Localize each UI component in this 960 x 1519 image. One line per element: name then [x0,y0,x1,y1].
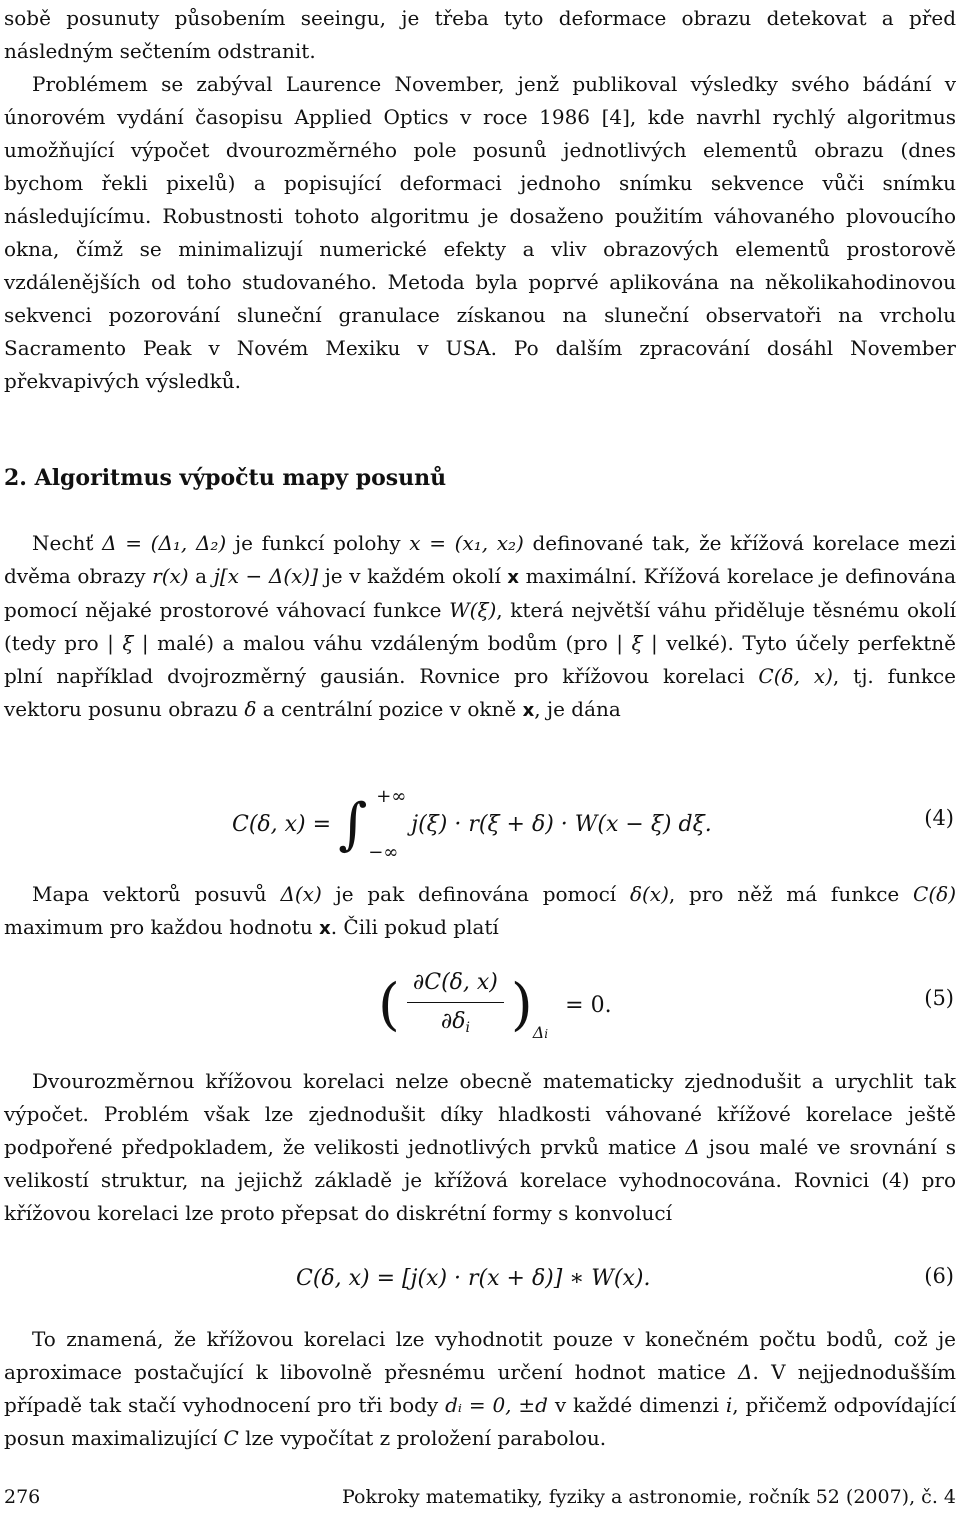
equation-6 [0,1258,960,1302]
text-run: definované tak, že křížová korelace mezi dvěma obrazy [4,531,957,588]
equation-5-body [378,966,612,1051]
equation-5-den-symbol: ∂δ [440,1009,466,1034]
page-footer [4,1486,956,1512]
math-r-x: r(x) [152,564,189,588]
text-run: maximum pro každou hodnotu [4,915,320,939]
paragraph-november-text: Problémem se zabýval Laurence November, jenž publikoval výsledky svého bádání v únorovém vydání časopisu Applied Optics v roce 1986 [4], kde navrhl rychlý algoritmus umožňující výpočet dvourozměrného pole posunů jednotlivých elementů obrazu (dnes bychom řekli pixelů) a popisující deformaci jednoho snímku sekvence vůči snímku následujícímu. Robustnosti tohoto algoritmu je dosaženo použitím váhovaného plovoucího okna, čímž se minimalizují numerické efekty a vliv obrazových elementů prostorově vzdálenějších od toho studovaného. Metoda byla poprvé aplikována na několikahodinovou sekvenci pozorování sluneční granulace získanou na sluneční observatoři na vrcholu Sacramento Peak v Novém Mexiku v USA. Po dalším zpracování dosáhl November překvapivých výsledků. [4,72,956,393]
math-j-shift: j[x − Δ(x)] [213,564,319,588]
paragraph-map [4,878,956,945]
paragraph-intro [4,2,956,68]
math-abs-xi: | ξ | [616,631,658,655]
math-i: i [725,1393,733,1417]
paragraph-november [4,68,956,398]
equation-4-integrand: j(ξ) · r(ξ + δ) · W(x − ξ) dξ. [411,812,712,837]
math-delta-x: δ(x) [629,882,669,906]
equation-4-lhs: C(δ, x) = [232,812,332,837]
text-run: . Čili pokud platí [330,915,499,939]
equation-6-text: C(δ, x) = [j(x) · r(x + δ)] ∗ W(x). [296,1266,651,1291]
equation-5-rhs: = 0. [565,992,612,1018]
equation-5 [0,966,960,1056]
equation-5-number: (5) [924,986,954,1010]
text-run: , přičemž odpovídající posun maximalizující [4,1393,956,1450]
math-Delta-x: Δ(x) [280,882,322,906]
text-run: , tj. funkce vektoru posunu obrazu [4,664,956,721]
integral-limits [368,780,407,870]
math-C-delta-x: C(δ, x) [758,664,833,688]
paragraph-intro-text: sobě posunuty působením seeingu, je třeba tyto deformace obrazu detekovat a před následným sečtením odstranit. [4,6,956,63]
text-run: je funkcí polohy [226,531,410,555]
math-delta-definition: Δ = (Δ₁, Δ₂) [102,531,227,555]
math-abs-xi: | ξ | [107,631,149,655]
text-run: Dvourozměrnou křížovou korelaci nelze obecně matematicky zjednodušit a urychlit tak výpočet. Problém však lze zjednodušit díky hladkosti váhované křížové korelace ještě podpořené předpokladem, že velikosti jednotlivých prvků matice [4,1069,956,1159]
integral-upper-limit: +∞ [376,786,407,807]
text-run: Mapa vektorů posuvů [32,882,281,906]
paragraph-simplify [4,1065,956,1230]
text-run: . V nejjednodušším případě tak stačí vyhodnocení pro tři body [4,1360,956,1417]
text-run: To znamená, že křížovou korelaci lze vyhodnotit pouze v konečném počtu bodů, což je aproximace postačující k libovolně přesnému určení hodnot matice [4,1327,956,1384]
text-run: malé) a malou váhu vzdáleným bodům (pro [148,631,617,655]
text-run: jsou malé ve srovnání s velikostí struktur, na jejichž základě je křížová korelace vyhodnocována. Rovnici (4) pro křížovou korelaci lze proto přepsat do diskrétní formy s konvolucí [4,1135,956,1225]
paragraph-definition [4,527,956,727]
text-run: a [188,564,214,588]
text-run: , pro něž má funkce [668,882,914,906]
integral-sign-icon: ∫ [338,792,368,857]
equation-5-outer-sub-symbol: Δ [532,1022,545,1042]
page-number: 276 [4,1486,41,1508]
text-run: , je dána [534,697,621,721]
math-C: C [223,1426,239,1450]
equation-4 [0,776,960,872]
equation-5-outer-sub-index: i [544,1026,549,1041]
math-C-delta: C(δ) [913,882,956,906]
equation-4-body [232,780,712,870]
text-run: v každé dimenzi [547,1393,726,1417]
equation-5-fraction [407,966,504,1045]
math-d-i: dᵢ = 0, ±d [445,1393,548,1417]
equation-6-body [296,1262,650,1296]
text-run: lze vypočítat z proložení parabolou. [238,1426,607,1450]
math-x-definition: x = (x₁, x₂) [409,531,524,555]
text-run: , která největší váhu přiděluje těsnému okolí (tedy pro [4,598,956,655]
text-run: maximální. Křížová korelace je definována pomocí nějaké prostorové váhovací funkce [4,564,956,622]
math-Delta: Δ [685,1135,700,1159]
text-run: je v každém okolí [318,564,508,588]
math-delta: δ [244,697,257,721]
equation-5-numerator: ∂C(δ, x) [407,966,504,1003]
integral-lower-limit: −∞ [368,842,399,863]
equation-4-number: (4) [924,806,954,830]
journal-citation: Pokroky matematiky, fyziky a astronomie, ročník 52 (2007), č. 4 [341,1486,956,1508]
text-run: Nechť [32,531,103,555]
math-x: x [507,567,520,588]
equation-6-number: (6) [924,1264,954,1288]
math-x: x [319,918,331,939]
equation-5-denominator [407,1003,504,1045]
text-run: je pak definována pomocí [321,882,630,906]
math-W-xi: W(ξ) [449,598,497,622]
text-run: a centrální pozice v okně [256,697,523,721]
section-heading: 2. Algoritmus výpočtu mapy posunů [4,465,447,491]
math-x: x [522,700,535,721]
equation-5-den-subscript: i [465,1020,470,1036]
right-paren-icon: ) [510,972,533,1038]
left-paren-icon: ( [378,972,400,1038]
equation-5-outer-subscript [533,1023,548,1042]
paragraph-conclusion [4,1323,956,1455]
math-Delta: Δ [738,1360,753,1384]
text-run: velké). Tyto účely perfektně plní například dvojrozměrný gausián. Rovnice pro křížovou korelaci [4,631,956,688]
